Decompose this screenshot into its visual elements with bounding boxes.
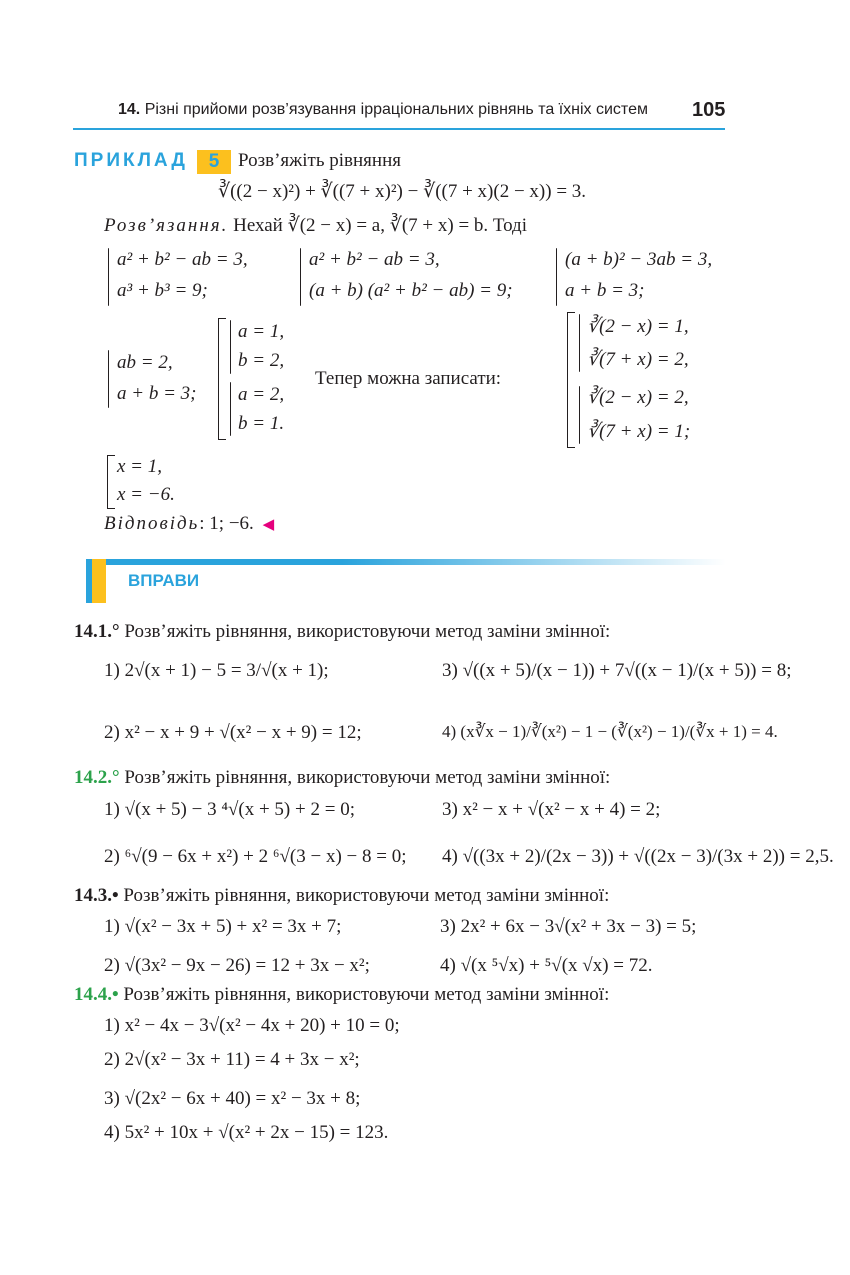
header-rule <box>73 128 725 130</box>
set1-line1: a = 1, <box>238 321 285 342</box>
system1-line2: a³ + b³ = 9; <box>117 280 208 301</box>
system2-brace <box>300 248 301 306</box>
set2-brace-b <box>579 386 580 444</box>
end-marker-icon: ◀ <box>262 515 275 533</box>
set1-bracket <box>218 318 226 440</box>
set2-brace-a <box>579 314 580 372</box>
set1-line4: b = 1. <box>238 413 285 434</box>
ex-14-4-item1: 1) x² − 4x − 3√(x² − 4x + 20) + 10 = 0; <box>104 1015 400 1036</box>
system1-line1: a² + b² − ab = 3, <box>117 249 248 270</box>
set1-brace-b <box>230 382 231 436</box>
set1-line2: b = 2, <box>238 350 285 371</box>
set2-line1: ∛(2 − x) = 1, <box>587 316 689 337</box>
exercise-number: 14.2.° <box>74 767 120 788</box>
solution-intro: Нехай ∛(2 − x) = a, ∛(7 + x) = b. Тоді <box>233 215 527 236</box>
system3-line1: (a + b)² − 3ab = 3, <box>565 249 713 270</box>
ex-14-3-item1: 1) √(x² − 3x + 5) + x² = 3x + 7; <box>104 916 342 937</box>
example-number: 5 <box>197 150 231 174</box>
set1-brace-a <box>230 320 231 374</box>
exercise-14-3-heading <box>74 885 609 907</box>
exercise-task: Розв’яжіть рівняння, використовуючи метод заміни змінної: <box>123 984 610 1005</box>
ex-14-3-item3: 3) 2x² + 6x − 3√(x² + 3x − 3) = 5; <box>440 916 697 937</box>
system3-line2: a + b = 3; <box>565 280 645 301</box>
exercise-14-1-heading <box>74 621 610 643</box>
ex-14-2-item4: 4) √((3x + 2)/(2x − 3)) + √((2x − 3)/(3x + 2)) = 2,5. <box>442 846 834 867</box>
exercise-number: 14.1.° <box>74 621 120 642</box>
now-text: Тепер можна записати: <box>315 368 502 389</box>
exercise-14-2-heading <box>74 767 610 789</box>
system1-brace <box>108 248 109 306</box>
exercise-task: Розв’яжіть рівняння, використовуючи метод заміни змінної: <box>124 767 611 788</box>
set3-line1: x = 1, <box>117 456 163 477</box>
ex-14-3-item4: 4) √(x ⁵√x) + ⁵√(x √x) = 72. <box>440 955 653 976</box>
chapter-title: Різні прийоми розв’язування ірраціональних рівнянь та їхніх систем <box>144 101 648 118</box>
set2-line4: ∛(7 + x) = 1; <box>587 421 691 442</box>
system4-brace <box>108 350 109 408</box>
example-equation: ∛((2 − x)²) + ∛((7 + x)²) − ∛((7 + x)(2 − x)) = 3. <box>218 181 587 202</box>
ex-14-4-item2: 2) 2√(x² − 3x + 11) = 4 + 3x − x²; <box>104 1049 360 1070</box>
exercise-task: Розв’яжіть рівняння, використовуючи метод заміни змінної: <box>123 885 610 906</box>
ex-14-2-item2: 2) ⁶√(9 − 6x + x²) + 2 ⁶√(3 − x) − 8 = 0; <box>104 846 407 867</box>
example-label: ПРИКЛАД <box>74 150 188 171</box>
solution-label: Розв’язання. <box>104 215 229 236</box>
system4-line2: a + b = 3; <box>117 383 197 404</box>
answer-label: Відповідь <box>104 513 200 534</box>
system2-line1: a² + b² − ab = 3, <box>309 249 440 270</box>
set1-line3: a = 2, <box>238 384 285 405</box>
running-header <box>118 101 648 119</box>
set3-line2: x = −6. <box>117 484 175 505</box>
ex-14-1-item1: 1) 2√(x + 1) − 5 = 3/√(x + 1); <box>104 660 329 681</box>
exercise-task: Розв’яжіть рівняння, використовуючи метод заміни змінної: <box>124 621 611 642</box>
ex-14-2-item3: 3) x² − x + √(x² − x + 4) = 2; <box>442 799 661 820</box>
answer-line <box>104 513 274 535</box>
ex-14-4-item4: 4) 5x² + 10x + √(x² + 2x − 15) = 123. <box>104 1122 389 1143</box>
ex-14-1-item3: 3) √((x + 5)/(x − 1)) + 7√((x − 1)/(x + 5)) = 8; <box>442 660 792 681</box>
ex-14-1-item2: 2) x² − x + 9 + √(x² − x + 9) = 12; <box>104 722 362 743</box>
chapter-number: 14. <box>118 101 141 118</box>
answer-value: : 1; −6. <box>199 513 254 534</box>
exercise-number: 14.4.• <box>74 984 119 1005</box>
set2-bracket <box>567 312 575 448</box>
ex-14-1-item4: 4) (x∛x − 1)/∛(x²) − 1 − (∛(x²) − 1)/(∛x + 1) = 4. <box>442 722 778 741</box>
exercises-banner <box>86 559 726 565</box>
system4-line1: ab = 2, <box>117 352 173 373</box>
page-number: 105 <box>692 99 726 121</box>
exercise-number: 14.3.• <box>74 885 119 906</box>
ex-14-3-item2: 2) √(3x² − 9x − 26) = 12 + 3x − x²; <box>104 955 370 976</box>
solution-line <box>104 214 527 237</box>
set2-line3: ∛(2 − x) = 2, <box>587 387 689 408</box>
example-task: Розв’яжіть рівняння <box>238 150 401 171</box>
system2-line2: (a + b) (a² + b² − ab) = 9; <box>309 280 513 301</box>
exercises-title: ВПРАВИ <box>128 571 200 590</box>
set3-bracket <box>107 455 115 509</box>
ex-14-4-item3: 3) √(2x² − 6x + 40) = x² − 3x + 8; <box>104 1088 361 1109</box>
exercises-banner-tab-edge <box>86 559 92 603</box>
ex-14-2-item1: 1) √(x + 5) − 3 ⁴√(x + 5) + 2 = 0; <box>104 799 355 820</box>
system3-brace <box>556 248 557 306</box>
exercise-14-4-heading <box>74 984 609 1006</box>
set2-line2: ∛(7 + x) = 2, <box>587 349 689 370</box>
